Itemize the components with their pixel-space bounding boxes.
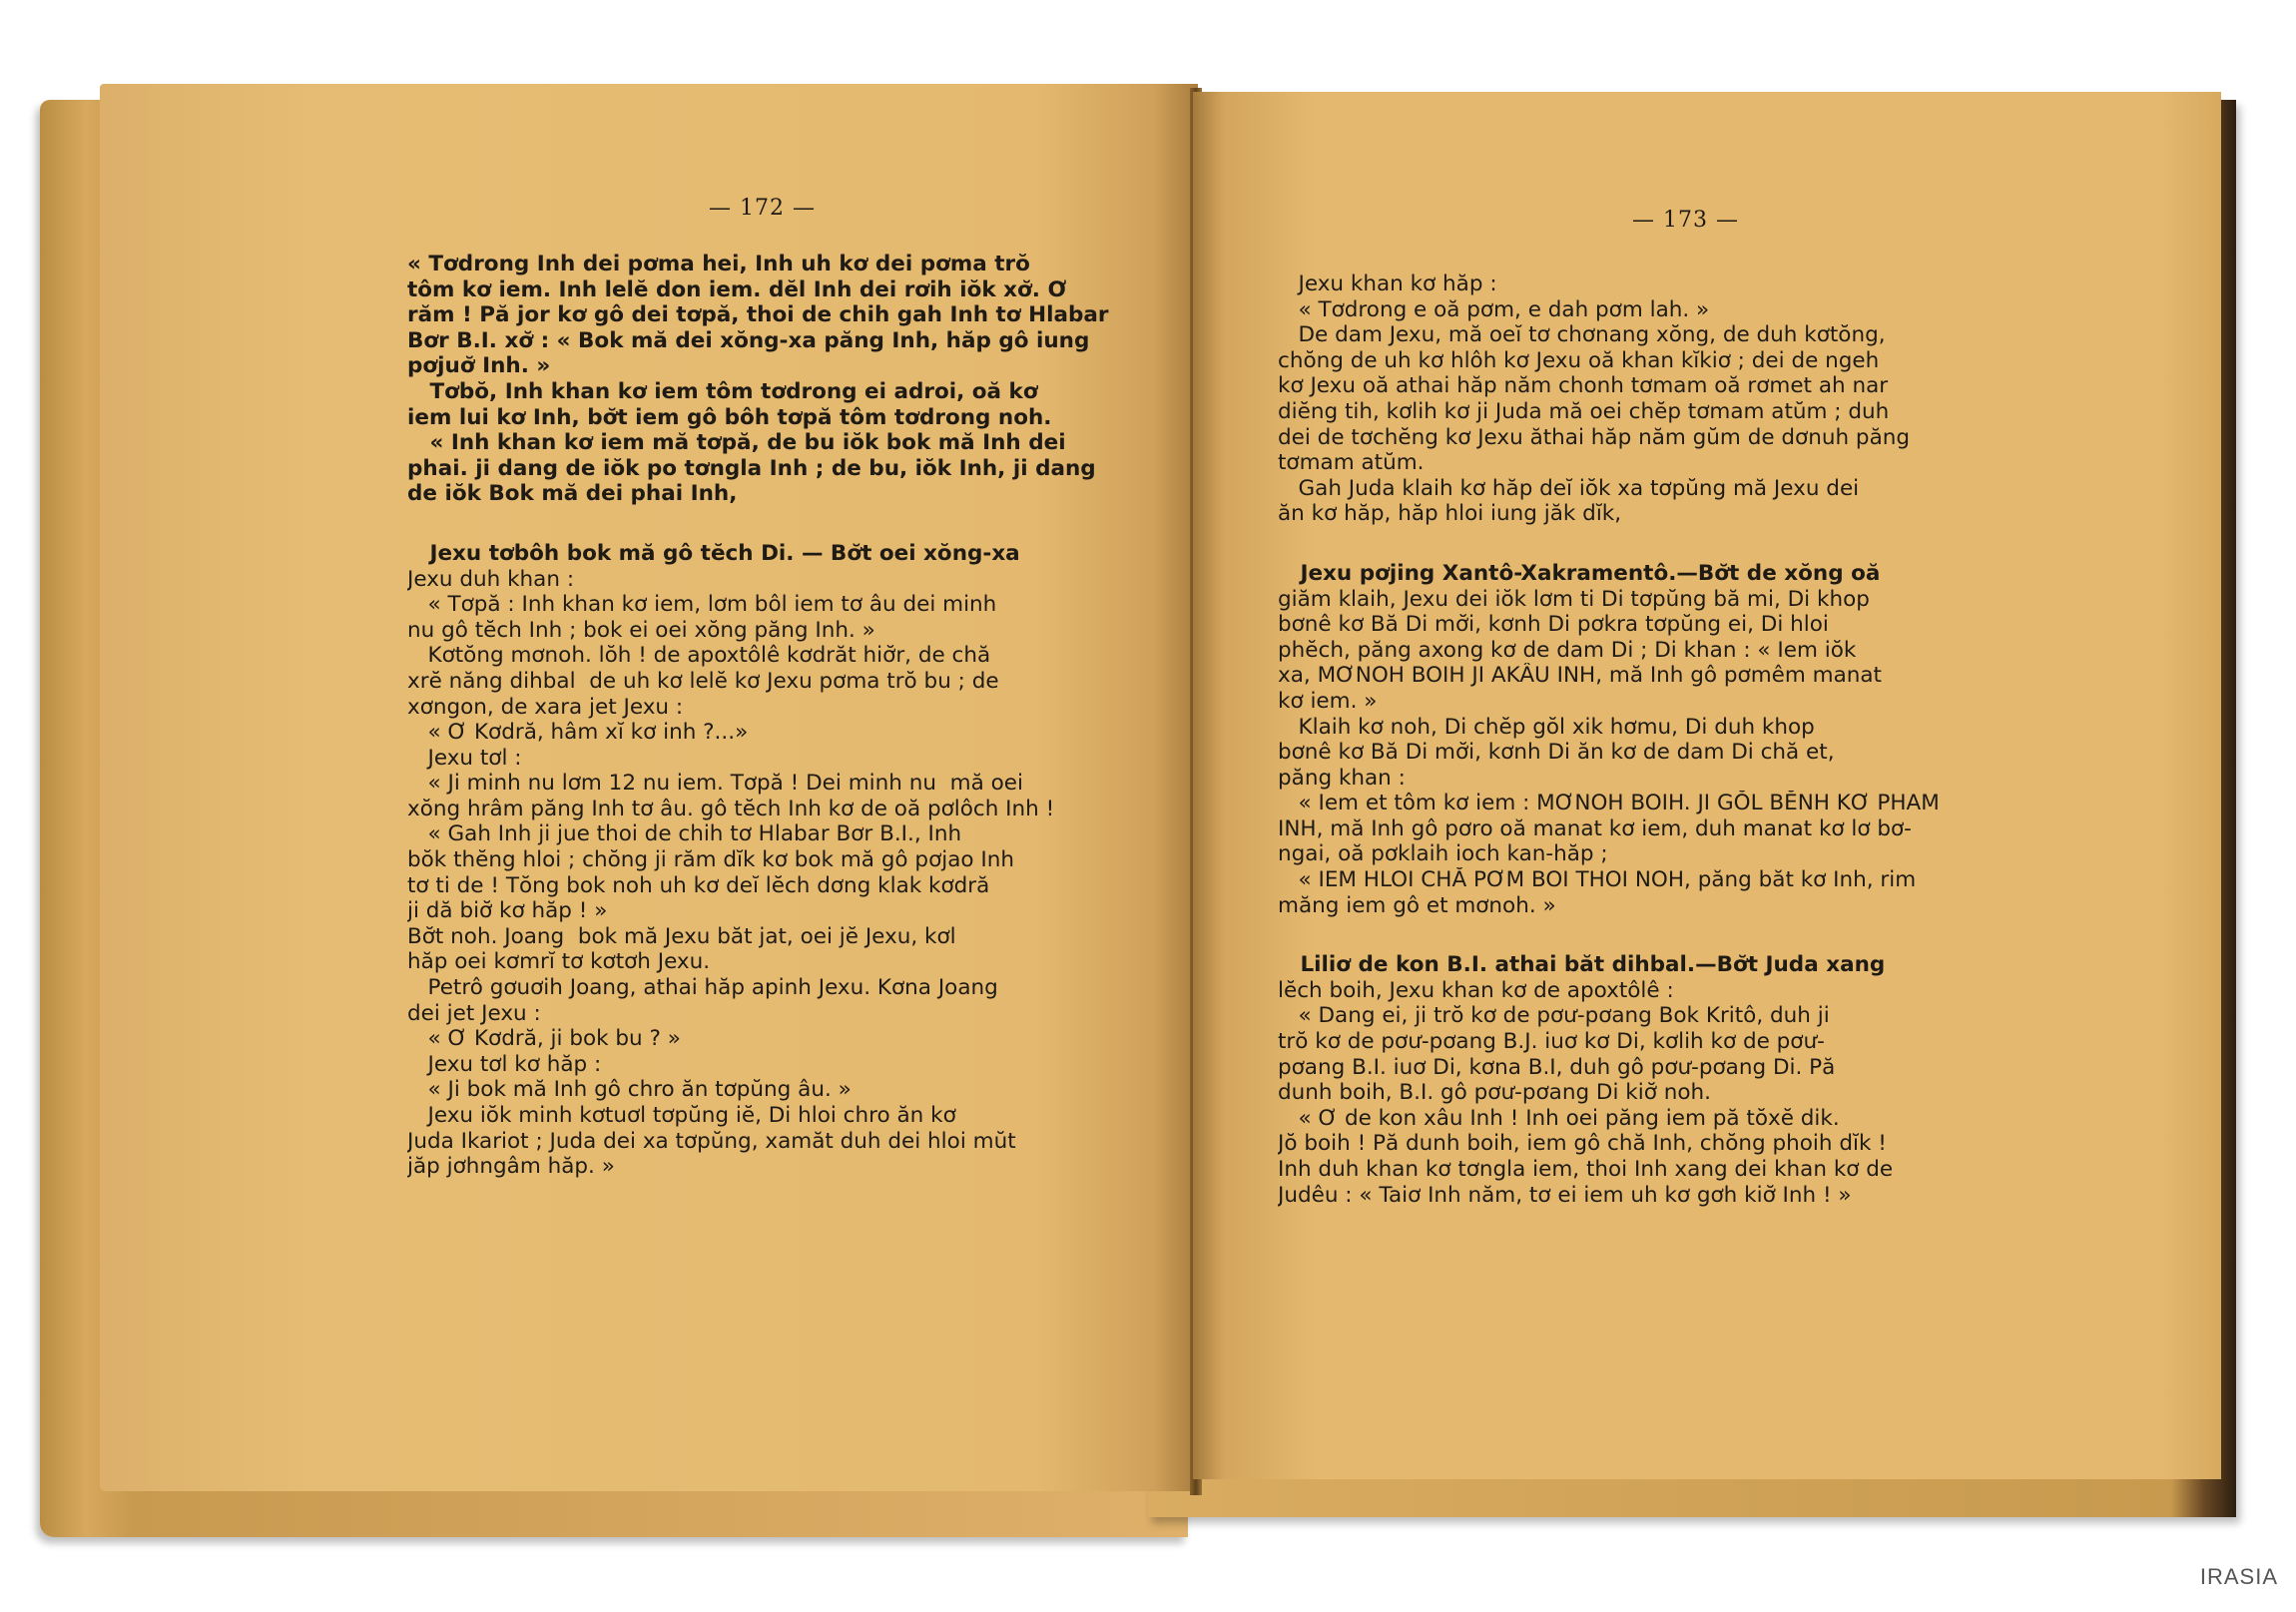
text-line: xrĕ năng dihbal de uh kơ lelĕ kơ Jexu pơma trŏ bu ; de: [407, 668, 999, 694]
text-line: Jexu tơl kơ hăp :: [407, 1051, 602, 1077]
text-line: « Ơ Kơdră, ji bok bu ? »: [407, 1026, 681, 1052]
paragraph-gap: [1278, 918, 2046, 952]
text-line: Juda Ikariot ; Juda dei xa tơpŭng, xamăt duh dei hloi mŭt: [407, 1128, 1016, 1154]
text-line: dunh boih, B.I. gô pơư-pơang Di kiơ̆ noh.: [1278, 1080, 1711, 1106]
text-line: chŏng de uh kơ hlôh kơ Jexu oă khan kĭkiơ ; dei de ngeh: [1278, 347, 1880, 373]
watermark: IRASIA: [2199, 1564, 2278, 1589]
text-line: tơmam atŭm.: [1278, 450, 1425, 476]
text-line: dei jet Jexu :: [407, 1000, 541, 1026]
right-page: [1193, 92, 2221, 1479]
text-line: nu gô tĕch Inh ; bok ei oei xŏng păng Inh. »: [407, 617, 875, 643]
text-line: lĕch boih, Jexu khan kơ de apoxtôlê :: [1278, 977, 1674, 1003]
text-line: « Dang ei, ji trŏ kơ de pơư-pơang Bok Kritô, duh ji: [1278, 1003, 1830, 1029]
text-line: de iŏk Bok mă dei phai Inh,: [407, 481, 738, 507]
text-line: Bơr B.I. xơ̆ : « Bok mă dei xŏng-xa păng Inh, hăp gô iung: [407, 327, 1090, 353]
text-line: « Tơdrong Inh dei pơma hei, Inh uh kơ dei pơma trŏ: [407, 252, 1030, 276]
text-line: Jexu pơjing Xantô-Xakramentô.—Bơ̆t de xŏng oă: [1278, 560, 1881, 586]
text-line: xa, MƠNOH BOIH JI AKÂU INH, mă Inh gô pơmêm manat: [1278, 663, 1882, 689]
right-page-number: — 173 —: [1632, 208, 1739, 233]
text-line: Kơtŏng mơnoh. lŏh ! de apoxtôlê kơdrăt hiơ̆r, de chă: [407, 643, 991, 669]
text-line: Inh duh khan kơ tơngla iem, thoi Inh xang dei khan kơ de: [1278, 1157, 1894, 1182]
text-line: « Ơ Kơdră, hâm xĭ kơ inh ?...»: [407, 720, 749, 746]
text-line: « Ơ de kon xâu Inh ! Inh oei păng iem pă tŏxĕ dik.: [1278, 1105, 1840, 1131]
text-line: pơjuơ̆ Inh. »: [407, 353, 551, 379]
text-line: Jexu khan kơ hăp :: [1278, 271, 1497, 296]
text-line: răm ! Pă jor kơ gô dei tơpă, thoi de chih gah Inh tơ Hlabar: [407, 302, 1109, 328]
text-line: Petrô gơuơih Joang, athai hăp apinh Jexu. Kơna Joang: [407, 975, 998, 1001]
text-line: « Iem et tôm kơ iem : MƠNOH BOIH. JI GŎL BĔNH KƠ PHAM: [1278, 791, 1940, 816]
text-line: ji dă biơ̆ kơ hăp ! »: [407, 898, 608, 924]
text-line: Jexu tơbôh bok mă gô tĕch Di. — Bơ̆t oei xŏng-xa: [407, 540, 1020, 566]
text-line: iem lui kơ Inh, bơ̆t iem gô bôh tơpă tôm tơdrong noh.: [407, 404, 1052, 430]
text-line: Klaih kơ noh, Di chĕp gŏl xik hơmu, Di duh khop: [1278, 714, 1815, 740]
text-line: Jŏ boih ! Pă dunh boih, iem gô chă Inh, chŏng phoih dĭk !: [1278, 1131, 1887, 1157]
text-line: phĕch, păng axong kơ de dam Di ; Di khan : « Iem iŏk: [1278, 637, 1857, 663]
text-line: ăn kơ hăp, hăp hloi iung jăk dĭk,: [1278, 501, 1622, 527]
paragraph-gap: [1278, 527, 2046, 561]
text-line: păng khan :: [1278, 765, 1406, 791]
text-line: kơ Jexu oă athai hăp năm chonh tơmam oă rơmet ah nar: [1278, 373, 1889, 399]
text-line: giăm klaih, Jexu dei iŏk lơm ti Di tơpŭng bă mi, Di khop: [1278, 586, 1870, 612]
text-line: INH, mă Inh gô pơro oă manat kơ iem, duh manat kơ lơ bơ-: [1278, 815, 1912, 841]
text-line: xơngon, de xara jet Jexu :: [407, 694, 684, 720]
text-line: « Ji bok mă Inh gô chro ăn tơpŭng âu. »: [407, 1077, 852, 1103]
text-line: xŏng hrâm păng Inh tơ âu. gô tĕch Inh kơ de oă pơlôch Inh !: [407, 796, 1055, 821]
left-page-text: [407, 252, 1171, 1180]
text-line: pơang B.I. iuơ Di, kơna B.I, duh gô pơư-pơang Di. Pă: [1278, 1054, 1836, 1080]
open-book: [40, 78, 2236, 1575]
paragraph-gap: [407, 507, 1171, 541]
right-page-text: [1278, 271, 2046, 1208]
text-line: Liliơ de kon B.I. athai băt dihbal.—Bơ̆t Juda xang: [1278, 952, 1886, 978]
text-line: jăp jơhngâm hăp. »: [407, 1154, 615, 1180]
text-line: bŏk thĕng hloi ; chŏng ji răm dĭk kơ bok mă gô pơjao Inh: [407, 847, 1014, 873]
text-line: « Ji minh nu lơm 12 nu iem. Tơpă ! Dei minh nu mă oei: [407, 771, 1023, 797]
text-line: Jexu tơl :: [407, 745, 522, 771]
text-line: tôm kơ iem. Inh lelĕ don iem. dĕl Inh dei rơih iŏk xơ̆. Ơ: [407, 276, 1067, 302]
text-line: trŏ kơ de pơư-pơang B.J. iuơ kơ Di, kơlih kơ de pơư-: [1278, 1029, 1825, 1055]
text-line: Gah Juda klaih kơ hăp deĭ iŏk xa tơpŭng mă Jexu dei: [1278, 475, 1860, 501]
text-line: kơ iem. »: [1278, 688, 1378, 714]
text-line: bơnê kơ Bă Di mơ̆i, kơnh Di ăn kơ de dam Di chă et,: [1278, 740, 1835, 766]
text-line: Bơ̆t noh. Joang bok mă Jexu băt jat, oei jĕ Jexu, kơl: [407, 923, 956, 949]
text-line: bơnê kơ Bă Di mơ̆i, kơnh Di pơkra tơpŭng ei, Di hloi: [1278, 612, 1829, 638]
text-line: « Inh khan kơ iem mă tơpă, de bu iŏk bok mă Inh dei: [407, 430, 1066, 456]
text-line: « Tơdrong e oă pơm, e dah pơm lah. »: [1278, 296, 1710, 322]
left-page-number: — 172 —: [709, 196, 816, 221]
text-line: « IEM HLOI CHĂ PƠM BOI THOI NOH, păng băt kơ Inh, rim: [1278, 867, 1917, 893]
text-line: ngai, oă pơklaih ioch kan-hăp ;: [1278, 841, 1608, 867]
text-line: Jexu iŏk minh kơtuơl tơpŭng iĕ, Di hloi chro ăn kơ: [407, 1103, 956, 1128]
left-page: [100, 84, 1198, 1491]
text-line: « Gah Inh ji jue thoi de chih tơ Hlabar Bơr B.I., Inh: [407, 821, 962, 847]
text-line: Jexu duh khan :: [407, 566, 575, 592]
text-line: « Tơpă : Inh khan kơ iem, lơm bôl iem tơ âu dei minh: [407, 592, 997, 618]
text-line: hăp oei kơmrĭ tơ kơtơh Jexu.: [407, 949, 711, 975]
text-line: dei de tơchĕng kơ Jexu ăthai hăp năm gŭm de dơnuh păng: [1278, 424, 1911, 450]
text-line: Tơbŏ, Inh khan kơ iem tôm tơdrong ei adroi, oă kơ: [407, 378, 1038, 404]
text-line: diĕng tih, kơlih kơ ji Juda mă oei chĕp tơmam atŭm ; duh: [1278, 398, 1890, 424]
text-line: măng iem gô et mơnoh. »: [1278, 892, 1556, 918]
text-line: Judêu : « Taiơ Inh năm, tơ ei iem uh kơ gơh kiơ̆ Inh ! »: [1278, 1182, 1852, 1208]
text-line: tơ ti de ! Tŏng bok noh uh kơ deĭ lĕch dơng klak kơdră: [407, 872, 990, 898]
text-line: phai. ji dang de iŏk po tơngla Inh ; de bu, iŏk Inh, ji dang: [407, 455, 1096, 481]
text-line: De dam Jexu, mă oeĭ tơ chơnang xŏng, de duh kơtŏng,: [1278, 322, 1886, 348]
